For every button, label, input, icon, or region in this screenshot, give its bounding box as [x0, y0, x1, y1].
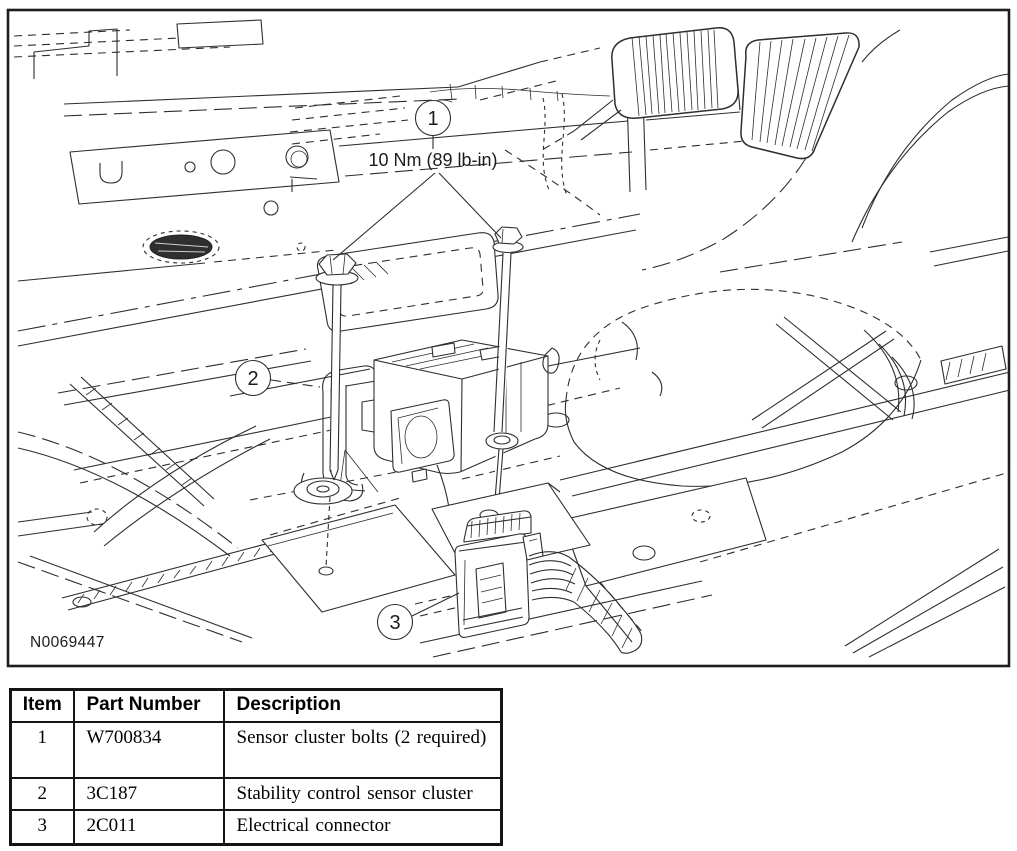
table-row — [11, 810, 502, 845]
table-row — [11, 722, 502, 778]
figure-id: N0069447 — [30, 634, 105, 651]
callout-3-number: 3 — [389, 612, 401, 634]
item-cell: 3 — [11, 810, 74, 845]
part-number-cell: W700834 — [74, 722, 224, 778]
torque-label: 10 Nm (89 lb-in) — [368, 150, 498, 170]
item-cell: 1 — [11, 722, 74, 778]
part-number-cell: 3C187 — [74, 778, 224, 810]
table-row — [11, 778, 502, 810]
table-header-row — [11, 690, 502, 723]
part-number-cell: 2C011 — [74, 810, 224, 845]
column-header-item: Item — [11, 690, 74, 723]
description-cell: Electrical connector — [224, 810, 502, 845]
column-header-description: Description — [224, 690, 502, 723]
parts-table — [9, 688, 503, 846]
callout-1-number: 1 — [427, 108, 439, 130]
description-cell: Sensor cluster bolts (2 required) — [224, 722, 502, 778]
item-cell: 2 — [11, 778, 74, 810]
description-cell: Stability control sensor cluster — [224, 778, 502, 810]
callout-2-number: 2 — [247, 368, 259, 390]
column-header-part-number: Part Number — [74, 690, 224, 723]
